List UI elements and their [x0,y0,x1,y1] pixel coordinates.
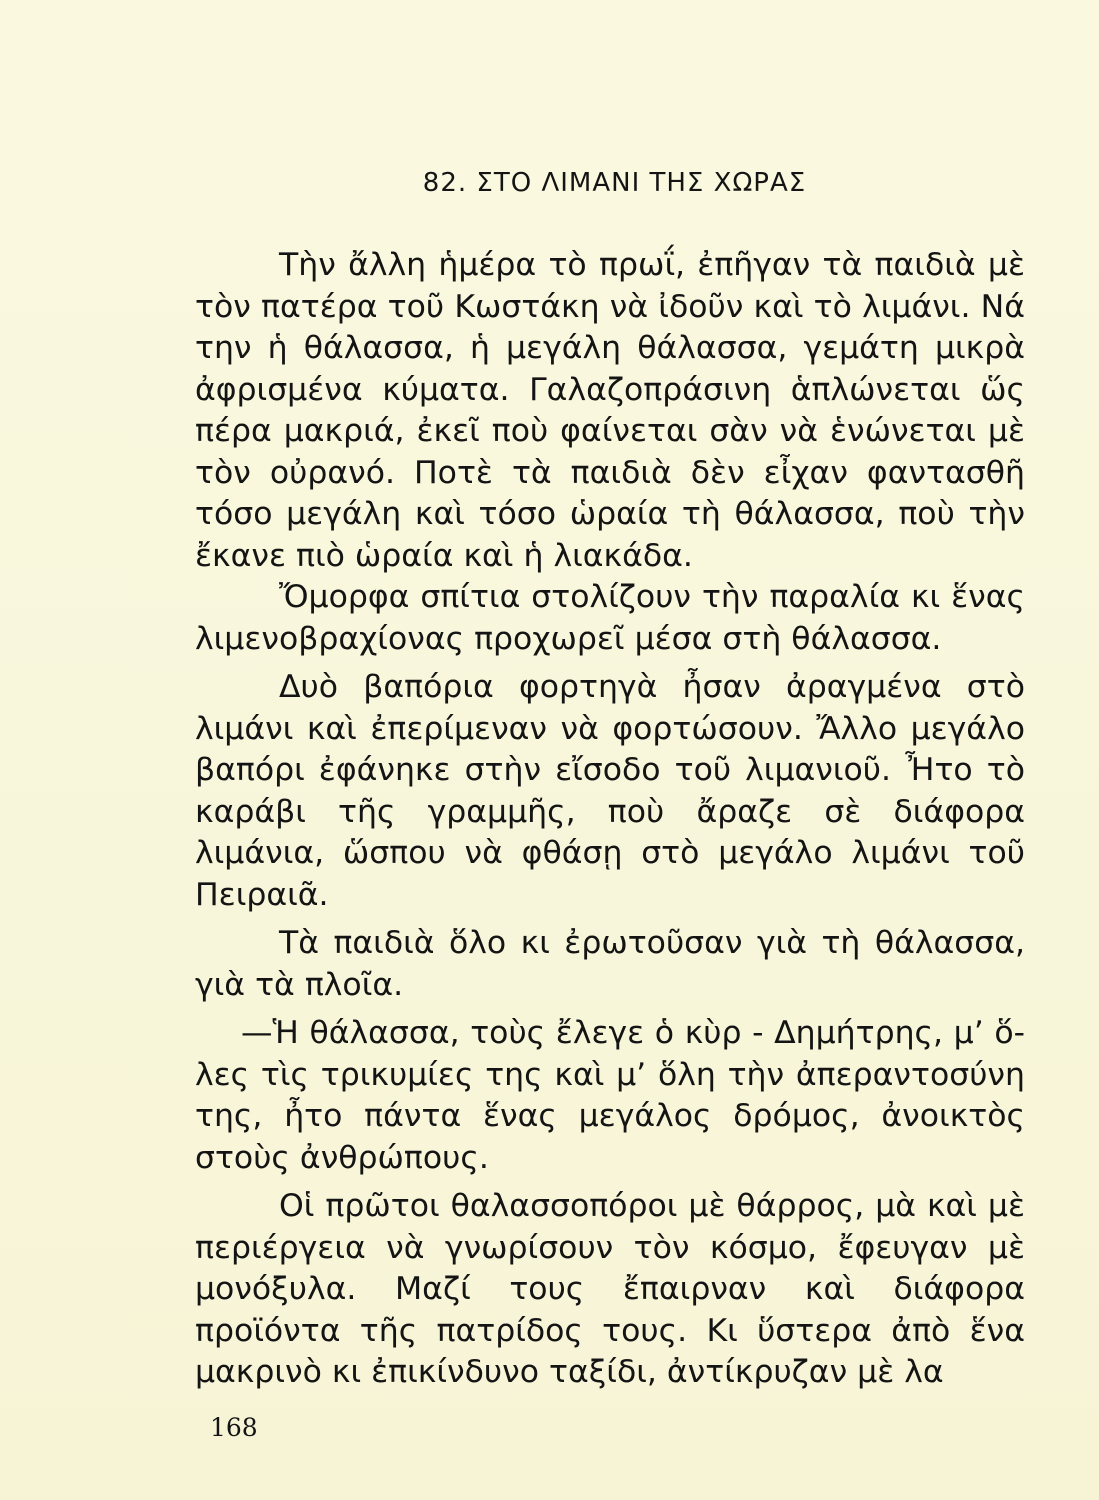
paragraph: Ὄμορφα σπίτια στολίζουν τὴν παραλία κι ἕνας λιμενοβραχίονας προχωρεῖ μέσα στὴ θάλασσα. [195,579,1025,657]
chapter-heading: 82. ΣΤΟ ΛΙΜΑΝΙ ΤΗΣ ΧΩΡΑΣ [422,168,807,198]
dialogue-paragraph: —Ἡ θάλασσα, τοὺς ἔλεγε ὁ κὺρ - Δημήτρης, μ’ ὅλες τὶς τρικυμίες της καὶ μ’ ὅλη τὴν ἀπεραντοσύνη της, ἦτο πάντα ἕνας μεγάλος δρόμος, ἀνοικτὸς στοὺς ἀνθρώπους. [195,1015,1025,1176]
paragraph: Τὴν ἄλλη ἡμέρα τὸ πρωΐ, ἐπῆγαν τὰ παιδιὰ μὲ τὸν πατέρα τοῦ Κωστάκη νὰ ἰδοῦν καὶ τὸ λιμάνι. Νά την ἡ θάλασσα, ἡ μεγάλη θάλασσα, γεμάτη μικρὰ ἀφρισμένα κύματα. Γαλαζοπράσινη ἁπλώνεται ὥς πέρα μακριά, ἐκεῖ ποὺ φαίνεται σὰν νὰ ἑνώνεται μὲ τὸν οὐρανό. Ποτὲ τὰ παιδιὰ δὲν εἶχαν φαντασθῆ τόσο μεγάλη καὶ τόσο ὡραία τὴ θάλασσα, ποὺ τὴν ἔκανε πιὸ ὡραία καὶ ἡ λιακάδα. [195,247,1025,574]
page-number: 168 [210,1413,258,1442]
paragraph: Τὰ παιδιὰ ὅλο κι ἐρωτοῦσαν γιὰ τὴ θάλασσα, γιὰ τὰ πλοῖα. [195,925,1025,1003]
body-text [195,245,1025,1394]
paragraph: Δυὸ βαπόρια φορτηγὰ ἦσαν ἀραγμένα στὸ λιμάνι καὶ ἐπερίμεναν νὰ φορτώσουν. Ἄλλο μεγάλο βαπόρι ἐφάνηκε στὴν εἴσοδο τοῦ λιμανιοῦ. Ἦτο τὸ καράβι τῆς γραμμῆς, ποὺ ἄραζε σὲ διάφορα λιμάνια, ὥσπου νὰ φθάσῃ στὸ μεγάλο λιμάνι τοῦ Πειραιᾶ. [195,669,1025,913]
paragraph: Οἱ πρῶτοι θαλασσοπόροι μὲ θάρρος, μὰ καὶ μὲ περιέργεια νὰ γνωρίσουν τὸν κόσμο, ἔφευγαν μὲ μονόξυλα. Μαζί τους ἔπαιρναν καὶ διάφορα προϊόντα τῆς πατρίδος τους. Κι ὕστερα ἀπὸ ἕνα μακρινὸ κι ἐπικίνδυνο ταξίδι, ἀντίκρυζαν μὲ λα [195,1188,1025,1390]
